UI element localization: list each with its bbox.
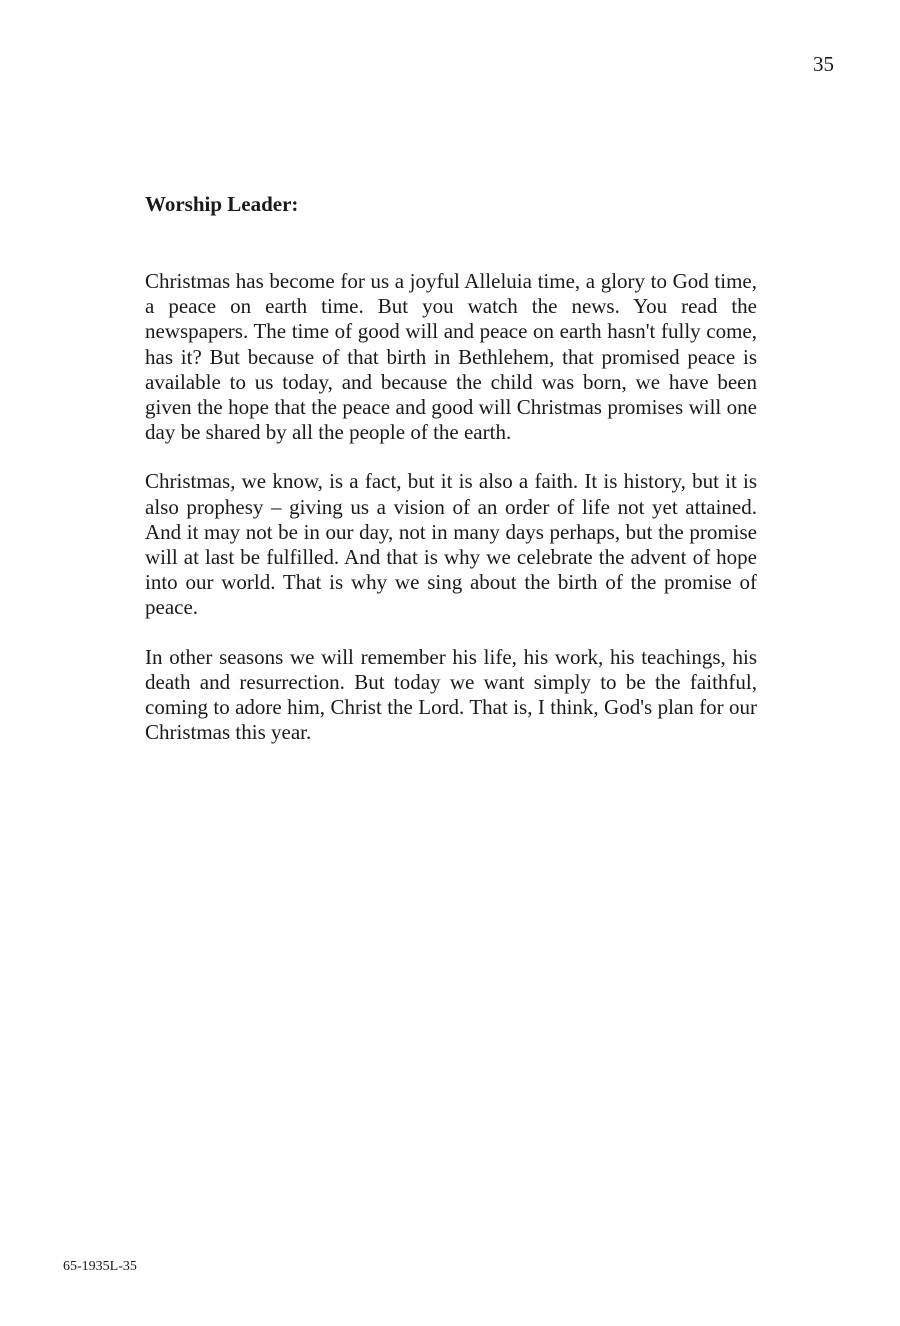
page-number: 35 — [813, 52, 834, 76]
paragraph-2: Christmas, we know, is a fact, but it is also a faith. It is history, but it is also prophesy – giving us a vision of an order of life not yet attained. And it may not be in our day, not in many days perhaps, but the promise will at last be fulfilled. And that is why we celebrate the advent of hope into our world. That is why we sing about the birth of the promise of peace. — [145, 469, 757, 620]
main-content — [145, 192, 757, 769]
paragraph-3: In other seasons we will remember his life, his work, his teachings, his death and resurrection. But today we want simply to be the faithful, coming to adore him, Christ the Lord. That is, I think, God's plan for our Christmas this year. — [145, 644, 757, 745]
footer-code: 65-1935L-35 — [63, 1259, 137, 1274]
speaker-heading: Worship Leader: — [145, 192, 299, 216]
paragraph-1: Christmas has become for us a joyful Alleluia time, a glory to God time, a peace on earth time. But you watch the news. You read the newspapers. The time of good will and peace on earth hasn't fully come, has it? But because of that birth in Bethlehem, that promised peace is available to us today, and because the child was born, we have been given the hope that the peace and good will Christmas promises will one day be shared by all the people of the earth. — [145, 269, 757, 445]
